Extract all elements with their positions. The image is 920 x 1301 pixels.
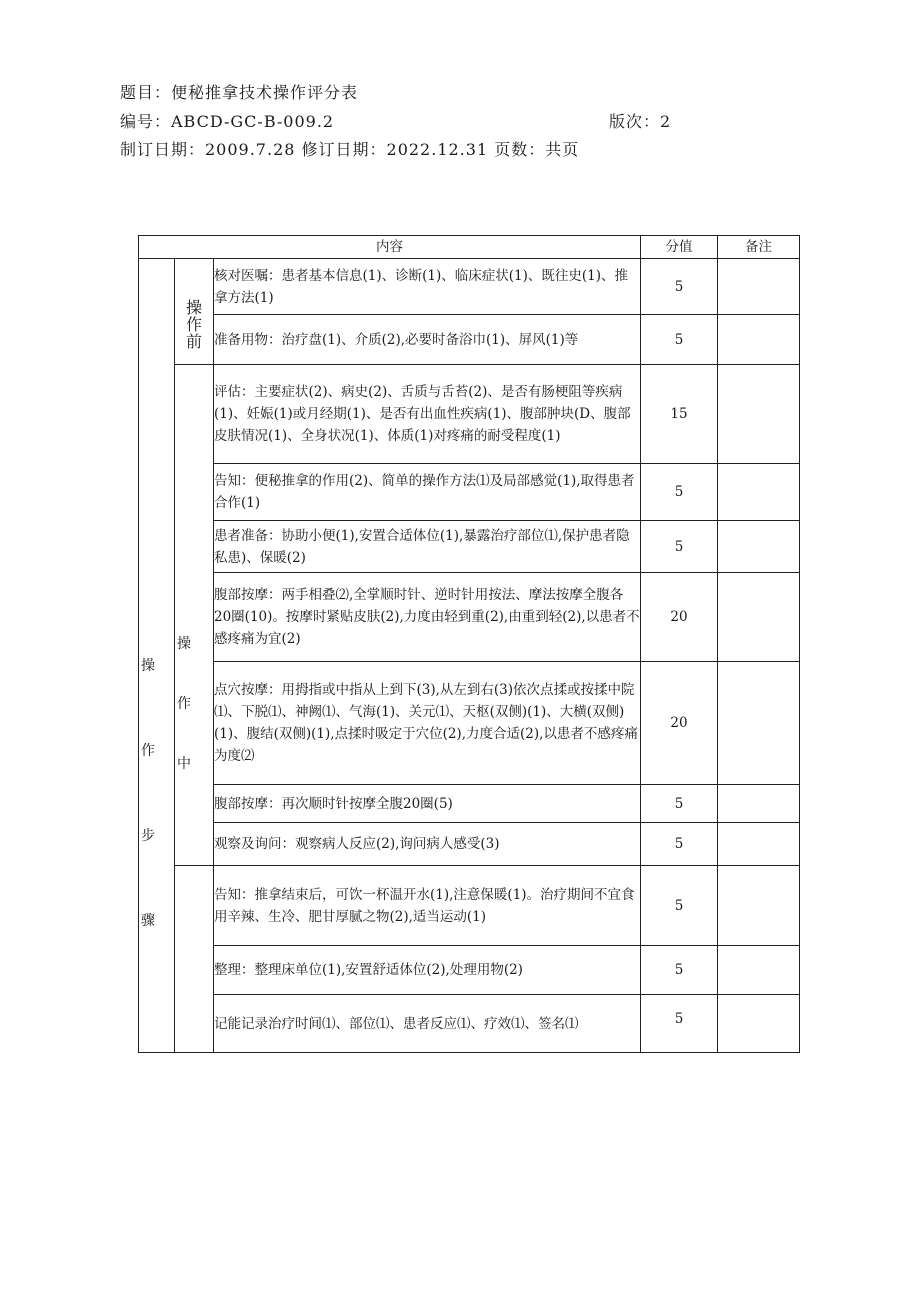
form-dates: 制订日期：2009.7.28 修订日期：2022.12.31 页数：共页 (120, 140, 580, 159)
row-note (718, 662, 800, 785)
table-row (139, 946, 800, 995)
column-header-content: 内容 (139, 236, 641, 259)
row-note (718, 866, 800, 946)
form-code-line (120, 109, 672, 132)
table-row (139, 995, 800, 1053)
row-note (718, 259, 800, 315)
table-row (139, 521, 800, 573)
row-note (718, 464, 800, 521)
column-header-note: 备注 (718, 236, 800, 259)
row-note (718, 785, 800, 823)
stage-label-before (175, 259, 214, 365)
stage-label-char: 操 (177, 636, 191, 652)
row-score: 20 (641, 662, 718, 785)
row-score: 5 (641, 315, 718, 365)
step-group-label (139, 259, 175, 1053)
step-label-char: 作 (141, 743, 155, 759)
step-label-char: 操 (141, 658, 155, 674)
row-note (718, 995, 800, 1053)
row-content: 核对医嘱：患者基本信息(1)、诊断(1)、临床症状(1)、既往史(1)、推拿方法(1) (214, 259, 641, 315)
stage-label-after (175, 866, 214, 1053)
form-code: 编号：ABCD-GC-B-009.2 (120, 112, 335, 131)
row-content: 准备用物：治疗盘(1)、介质(2),必要时备浴巾(1)、屏风(1)等 (214, 315, 641, 365)
table-row (139, 315, 800, 365)
row-score: 5 (641, 521, 718, 573)
step-label-char: 骤 (141, 913, 155, 929)
row-score: 5 (641, 866, 718, 946)
row-note (718, 823, 800, 866)
row-note (718, 365, 800, 464)
row-content: 点穴按摩：用拇指或中指从上到下(3),从左到右(3)依次点揉或按揉中院⑴、下脱⑴、神阙⑴、气海(1)、关元⑴、天枢(双侧)(1)、大横(双侧)(1)、腹结(双侧)(1),点揉时吸定于穴位(2),力度合适(2),以患者不感疼痛为度⑵ (214, 662, 641, 785)
row-note (718, 946, 800, 995)
table-header-row (139, 236, 800, 259)
form-version: 版次：2 (609, 112, 672, 131)
stage-label-char: 前 (185, 331, 202, 351)
row-score-value: 5 (674, 1010, 684, 1027)
column-header-score: 分值 (641, 236, 718, 259)
row-score: 5 (641, 946, 718, 995)
table-row (139, 662, 800, 785)
table-row (139, 573, 800, 662)
row-score (641, 995, 718, 1053)
row-content: 整理：整理床单位(1),安置舒适体位(2),处理用物(2) (214, 946, 641, 995)
row-score: 5 (641, 464, 718, 521)
row-score: 15 (641, 365, 718, 464)
row-content: 腹部按摩：再次顺时针按摩全腹20圈(5) (214, 785, 641, 823)
row-content: 患者准备：协助小便(1),安置合适体位(1),暴露治疗部位⑴,保护患者隐私患)、保暖(2) (214, 521, 641, 573)
table-row (139, 866, 800, 946)
row-note (718, 315, 800, 365)
row-content: 观察及询问：观察病人反应(2),询问病人感受(3) (214, 823, 641, 866)
row-score: 5 (641, 823, 718, 866)
row-note (718, 573, 800, 662)
table-row (139, 785, 800, 823)
row-content: 记能记录治疗时间⑴、部位⑴、患者反应⑴、疗效⑴、签名⑴ (214, 995, 641, 1053)
scoring-table (138, 235, 800, 1053)
row-content: 评估：主要症状(2)、病史(2)、舌质与舌苔(2)、是否有肠梗阻等疾病(1)、妊娠(1)或月经期(1)、是否有出血性疾病(1)、腹部肿块(D、腹部皮肤情况(1)、全身状况(1)、体质(1)对疼痛的耐受程度(1) (214, 365, 641, 464)
table-row (139, 823, 800, 866)
row-content: 腹部按摩：两手相叠⑵,全掌顺时针、逆时针用按法、摩法按摩全腹各20圈(10)。按摩时紧贴皮肤(2),力度由轻到重(2),由重到轻(2),以患者不感疼痛为宜(2) (214, 573, 641, 662)
step-label-char: 步 (141, 828, 155, 844)
table-row (139, 464, 800, 521)
stage-label-char: 操 (185, 297, 202, 317)
stage-label-char: 作 (185, 314, 202, 334)
form-title: 题目：便秘推拿技术操作评分表 (120, 83, 359, 102)
table-row (139, 259, 800, 315)
stage-label-char: 中 (177, 756, 191, 772)
stage-label-char: 作 (177, 696, 191, 712)
row-note (718, 521, 800, 573)
row-score: 5 (641, 259, 718, 315)
table-row (139, 365, 800, 464)
row-score: 5 (641, 785, 718, 823)
row-score: 20 (641, 573, 718, 662)
row-content: 告知：推拿结束后，可饮一杯温开水(1),注意保暖(1)。治疗期间不宜食用辛辣、生冷、肥甘厚腻之物(2),适当运动(1) (214, 866, 641, 946)
stage-label-during (175, 365, 214, 866)
row-content: 告知：便秘推拿的作用(2)、简单的操作方法⑴及局部感觉(1),取得患者合作(1) (214, 464, 641, 521)
